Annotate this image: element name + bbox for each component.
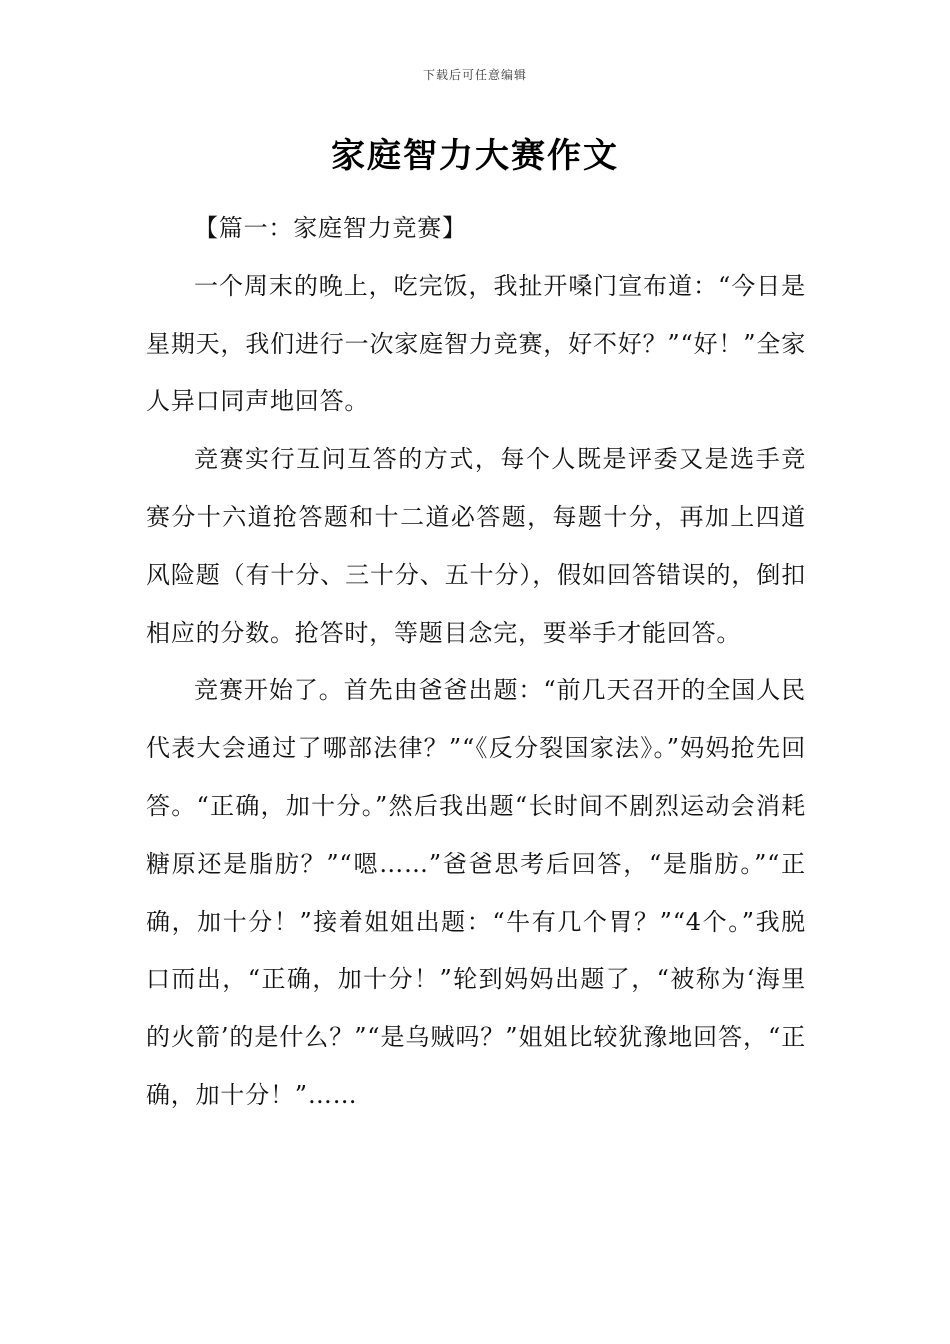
section-heading: 【篇一：家庭智力竞赛】 <box>194 214 467 242</box>
paragraph-2: 竞赛实行互问互答的方式，每个人既是评委又是选手竞赛分十六道抢答题和十二道必答题，每题十分，再加上四道风险题（有十分、三十分、五十分），假如回答错误的，倒扣相应的分数。抢答时，等题目念完，要举手才能回答。 <box>146 445 806 647</box>
paragraph-3: 竞赛开始了。首先由爸爸出题：“前几天召开的全国人民代表大会通过了哪部法律？”“《反分裂国家法》。”妈妈抢先回答。“正确，加十分。”然后我出题“长时间不剧烈运动会消耗糖原还是脂肪？”“嗯……”爸爸思考后回答，“是脂肪。”“正确，加十分！”接着姐姐出题：“牛有几个胃？”“4个。”我脱口而出，“正确，加十分！”轮到妈妈出题了，“被称为‘海里的火箭’的是什么？”“是乌贼吗？”姐姐比较犹豫地回答，“正确，加十分！”…… <box>146 676 806 1109</box>
paragraph-1: 一个周末的晚上，吃完饭，我扯开嗓门宣布道：“今日是星期天，我们进行一次家庭智力竞赛，好不好？”“好！”全家人异口同声地回答。 <box>146 271 806 416</box>
document-title: 家庭智力大赛作文 <box>331 136 619 176</box>
header-note: 下载后可任意编辑 <box>422 68 527 82</box>
document-body <box>146 200 806 1125</box>
